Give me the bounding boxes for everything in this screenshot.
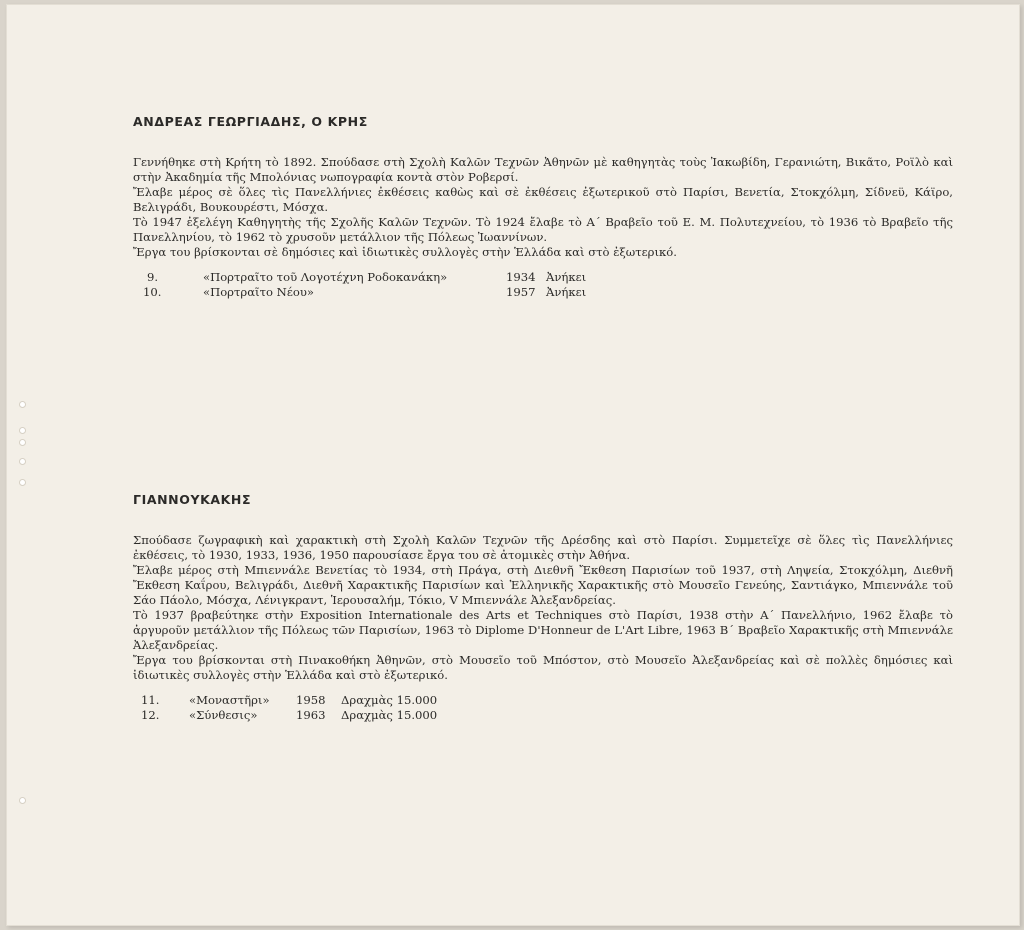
punch-hole xyxy=(20,402,25,407)
work-year: 1957 xyxy=(506,285,536,299)
artist-heading: ΓΙΑΝΝΟΥΚΑΚΗΣ xyxy=(133,492,252,507)
work-row xyxy=(133,285,953,300)
bio-paragraph: Τὸ 1937 βραβεύτηκε στὴν Exposition Internationale des Arts et Techniques στὸ Παρίσι, 1938 στὴν Α΄ Πανελλήνιο, 1962 ἔλαβε τὸ ἀργυροῦν μετάλλιον τῆς Πόλεως τῶν Παρισίων, 1963 τὸ Diplome D'Honneur de L'Art Libre, 1963 Β΄ Βραβεῖο Χαρακτικῆς στὴ Μπιεννάλε Ἀλεξανδρείας. xyxy=(133,608,953,652)
work-title: «Σύνθεσις» xyxy=(189,708,258,722)
work-status: Δραχμὰς 15.000 xyxy=(341,708,438,722)
work-title: «Μοναστῆρι» xyxy=(189,693,270,707)
work-year: 1934 xyxy=(506,270,536,284)
works-list xyxy=(133,693,953,723)
bio-paragraph: Σπούδασε ζωγραφικὴ καὶ χαρακτικὴ στὴ Σχολὴ Καλῶν Τεχνῶν τῆς Δρέσδης καὶ στὸ Παρίσι. Συμμετεῖχε σὲ ὅλες τὶς Πανελλήνιες ἐκθέσεις, τὸ 1930, 1933, 1936, 1950 παρουσίασε ἔργα του σὲ ἀτομικὲς στὴν Ἀθήνα. xyxy=(133,533,953,562)
work-status: Ἀνήκει xyxy=(546,285,587,299)
bio-paragraph: Τὸ 1947 ἐξελέγη Καθηγητὴς τῆς Σχολῆς Καλῶν Τεχνῶν. Τὸ 1924 ἔλαβε τὸ Α΄ Βραβεῖο τοῦ Ε. Μ. Πολυτεχνείου, τὸ 1936 τὸ Βραβεῖο τῆς Πανελληνίου, τὸ 1962 τὸ χρυσοῦν μετάλλιον τῆς Πόλεως Ἰωαννίνων. xyxy=(133,215,953,244)
work-status: Ἀνήκει xyxy=(546,270,587,284)
artist-biography xyxy=(133,155,953,260)
catalogue-page xyxy=(6,4,1020,926)
punch-hole xyxy=(20,480,25,485)
works-list xyxy=(133,270,953,300)
work-year: 1963 xyxy=(296,708,326,722)
work-number: 10. xyxy=(143,285,162,299)
bio-paragraph: Ἔργα του βρίσκονται στὴ Πινακοθήκη Ἀθηνῶν, στὸ Μουσεῖο τοῦ Μπόστον, στὸ Μουσεῖο Ἀλεξανδρείας καὶ σὲ πολλὲς δημόσιες καὶ ἰδιωτικὲς συλλογὲς στὴν Ἑλλάδα καὶ στὸ ἐξωτερικό. xyxy=(133,653,953,682)
work-title: «Πορτραῖτο τοῦ Λογοτέχνη Ροδοκανάκη» xyxy=(203,270,448,284)
punch-hole xyxy=(20,798,25,803)
work-row xyxy=(133,270,953,285)
artist-heading: ΑΝΔΡΕΑΣ ΓΕΩΡΓΙΑΔΗΣ, Ο ΚΡΗΣ xyxy=(133,114,368,129)
punch-hole xyxy=(20,459,25,464)
work-row xyxy=(133,708,953,723)
artist-section-georgiadis xyxy=(133,114,953,300)
bio-paragraph: Γεννήθηκε στὴ Κρήτη τὸ 1892. Σπούδασε στὴ Σχολὴ Καλῶν Τεχνῶν Ἀθηνῶν μὲ καθηγητὰς τοὺς Ἰακωβίδη, Γερανιώτη, Βικᾶτο, Ροϊλὸ καὶ στὴν Ἀκαδημία τῆς Μπολόνιας νωπογραφία κοντὰ στὸν Ροβερσί. xyxy=(133,155,953,184)
work-row xyxy=(133,693,953,708)
artist-biography xyxy=(133,533,953,683)
work-number: 12. xyxy=(141,708,160,722)
work-title: «Πορτραῖτο Νέου» xyxy=(203,285,314,299)
work-status: Δραχμὰς 15.000 xyxy=(341,693,438,707)
work-number: 9. xyxy=(147,270,159,284)
bio-paragraph: Ἔργα του βρίσκονται σὲ δημόσιες καὶ ἰδιωτικὲς συλλογὲς στὴν Ἑλλάδα καὶ στὸ ἐξωτερικό. xyxy=(133,245,677,259)
punch-hole xyxy=(20,428,25,433)
bio-paragraph: Ἔλαβε μέρος στὴ Μπιεννάλε Βενετίας τὸ 1934, στὴ Πράγα, στὴ Διεθνῆ Ἔκθεση Παρισίων τοῦ 1937, στὴ Ληψεία, Στοκχόλμη, Διεθνῆ Ἔκθεση Καΐρου, Βελιγράδι, Διεθνῆ Χαρακτικῆς Παρισίων καὶ Ἑλληνικῆς Χαρακτικῆς στὸ Μουσεῖο Γενεύης, Σαντιάγκο, Μπιεννάλε τοῦ Σάο Πάολο, Μόσχα, Λένιγκραντ, Ἱερουσαλήμ, Τόκιο, V Μπιεννάλε Ἀλεξανδρείας. xyxy=(133,563,953,607)
bio-paragraph: Ἔλαβε μέρος σὲ ὅλες τὶς Πανελλήνιες ἐκθέσεις καθὼς καὶ σὲ ἐκθέσεις ἐξωτερικοῦ στὸ Παρίσι, Βενετία, Στοκχόλμη, Σίδνεϋ, Κάϊρο, Βελιγράδι, Βουκουρέστι, Μόσχα. xyxy=(133,185,953,214)
artist-section-giannoukakis xyxy=(133,492,953,723)
punch-hole xyxy=(20,440,25,445)
work-year: 1958 xyxy=(296,693,326,707)
work-number: 11. xyxy=(141,693,160,707)
